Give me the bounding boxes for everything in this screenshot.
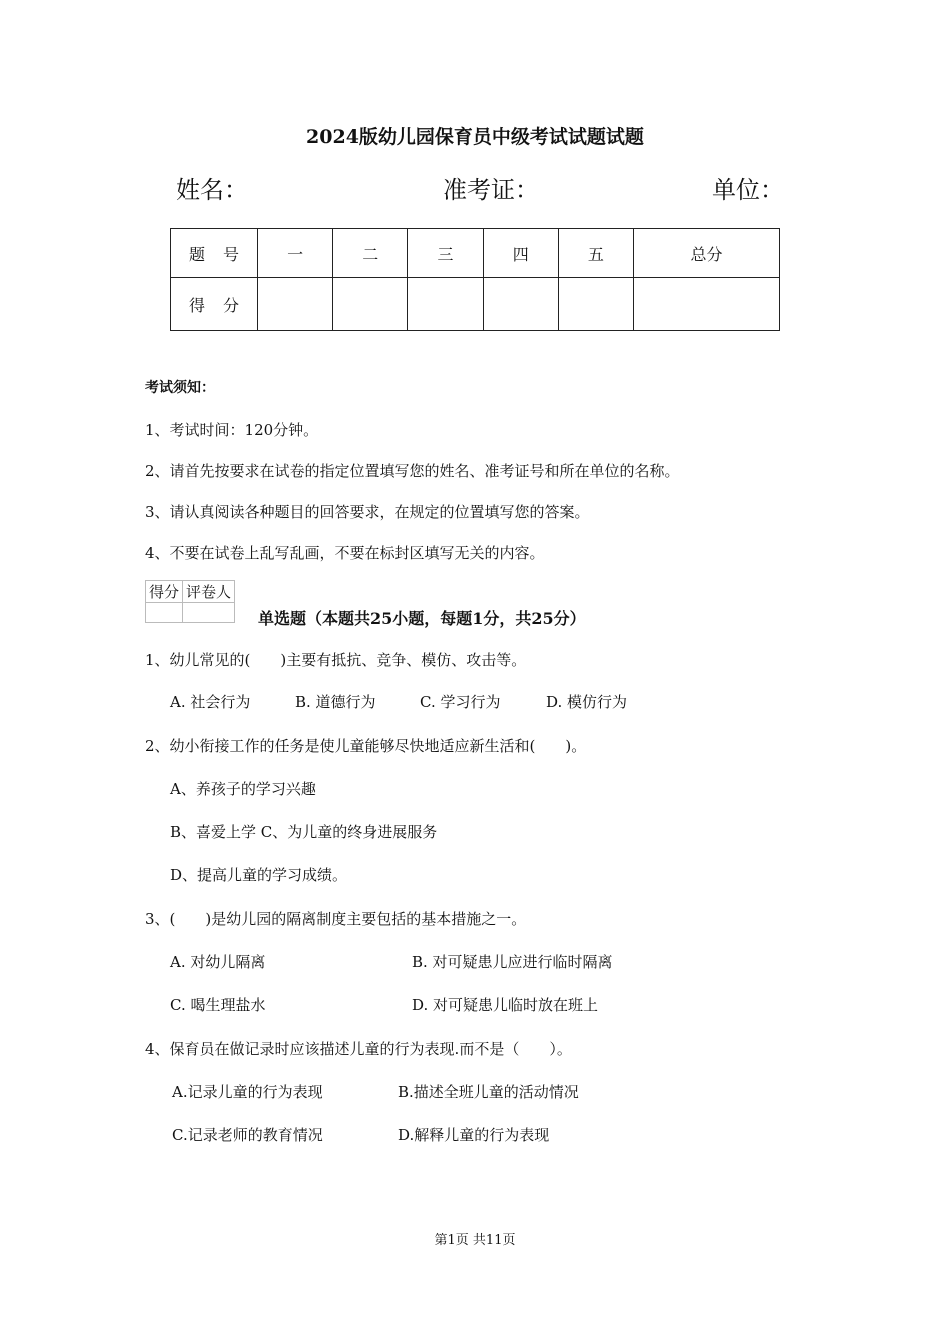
notice-item: 3、请认真阅读各种题目的回答要求，在规定的位置填写您的答案。 xyxy=(145,503,590,521)
score-cell[interactable] xyxy=(634,278,780,331)
question-option[interactable]: A、养孩子的学习兴趣 xyxy=(170,780,316,798)
notice-heading: 考试须知： xyxy=(145,380,215,396)
question-option[interactable]: C. 喝生理盐水 xyxy=(170,996,266,1014)
question-option[interactable]: C.记录老师的教育情况 xyxy=(172,1126,323,1144)
name-field-label: 姓名： xyxy=(176,176,248,204)
score-cell[interactable] xyxy=(483,278,558,331)
score-cell[interactable] xyxy=(333,278,408,331)
grader-reviewer-label: 评卷人 xyxy=(183,581,235,603)
unit-field-label: 单位： xyxy=(712,176,784,204)
question-stem: 2、幼小衔接工作的任务是使儿童能够尽快地适应新生活和( )。 xyxy=(145,737,587,755)
question-option[interactable]: B.描述全班儿童的活动情况 xyxy=(398,1083,579,1101)
score-table-header-row xyxy=(171,229,780,278)
question-option[interactable]: D.解释儿童的行为表现 xyxy=(398,1126,550,1144)
section-title: 单选题（本题共25小题，每题1分，共25分） xyxy=(258,609,586,628)
question-option[interactable]: A.记录儿童的行为表现 xyxy=(172,1083,323,1101)
score-cell[interactable] xyxy=(258,278,333,331)
column-header: 总分 xyxy=(634,229,780,278)
row-header-score: 得分 xyxy=(171,278,258,331)
score-table-score-row xyxy=(171,278,780,331)
question-option[interactable]: C. 学习行为 xyxy=(420,693,501,711)
grader-score-cell[interactable] xyxy=(146,603,183,623)
question-option[interactable]: D、提高儿童的学习成绩。 xyxy=(170,866,348,884)
question-option[interactable]: B、喜爱上学 C、为儿童的终身进展服务 xyxy=(170,823,438,841)
question-option[interactable]: B. 道德行为 xyxy=(295,693,376,711)
notice-item: 4、不要在试卷上乱写乱画，不要在标封区填写无关的内容。 xyxy=(145,544,545,562)
column-header: 三 xyxy=(408,229,483,278)
exam-id-field-label: 准考证： xyxy=(443,176,539,204)
column-header: 五 xyxy=(558,229,633,278)
grader-box xyxy=(145,580,235,623)
question-stem: 4、保育员在做记录时应该描述儿童的行为表现.而不是（ ）。 xyxy=(145,1040,572,1058)
question-option[interactable]: D. 模仿行为 xyxy=(546,693,628,711)
question-option[interactable]: D. 对可疑患儿临时放在班上 xyxy=(412,996,599,1014)
row-header-question-number: 题号 xyxy=(171,229,258,278)
notice-item: 1、考试时间：120分钟。 xyxy=(145,421,319,439)
notice-item: 2、请首先按要求在试卷的指定位置填写您的姓名、准考证号和所在单位的名称。 xyxy=(145,462,680,480)
question-option[interactable]: A. 社会行为 xyxy=(170,693,251,711)
column-header: 二 xyxy=(333,229,408,278)
page-footer: 第1页 共11页 xyxy=(434,1233,516,1248)
score-table xyxy=(170,228,780,331)
question-stem: 3、( )是幼儿园的隔离制度主要包括的基本措施之一。 xyxy=(145,910,527,928)
grader-reviewer-cell[interactable] xyxy=(183,603,235,623)
exam-title: 2024版幼儿园保育员中级考试试题试题 xyxy=(306,126,644,148)
question-stem: 1、幼儿常见的( )主要有抵抗、竞争、模仿、攻击等。 xyxy=(145,651,527,669)
score-cell[interactable] xyxy=(408,278,483,331)
grader-score-label: 得分 xyxy=(146,581,183,603)
score-cell[interactable] xyxy=(558,278,633,331)
column-header: 一 xyxy=(258,229,333,278)
question-option[interactable]: A. 对幼儿隔离 xyxy=(170,953,266,971)
column-header: 四 xyxy=(483,229,558,278)
question-option[interactable]: B. 对可疑患儿应进行临时隔离 xyxy=(412,953,613,971)
